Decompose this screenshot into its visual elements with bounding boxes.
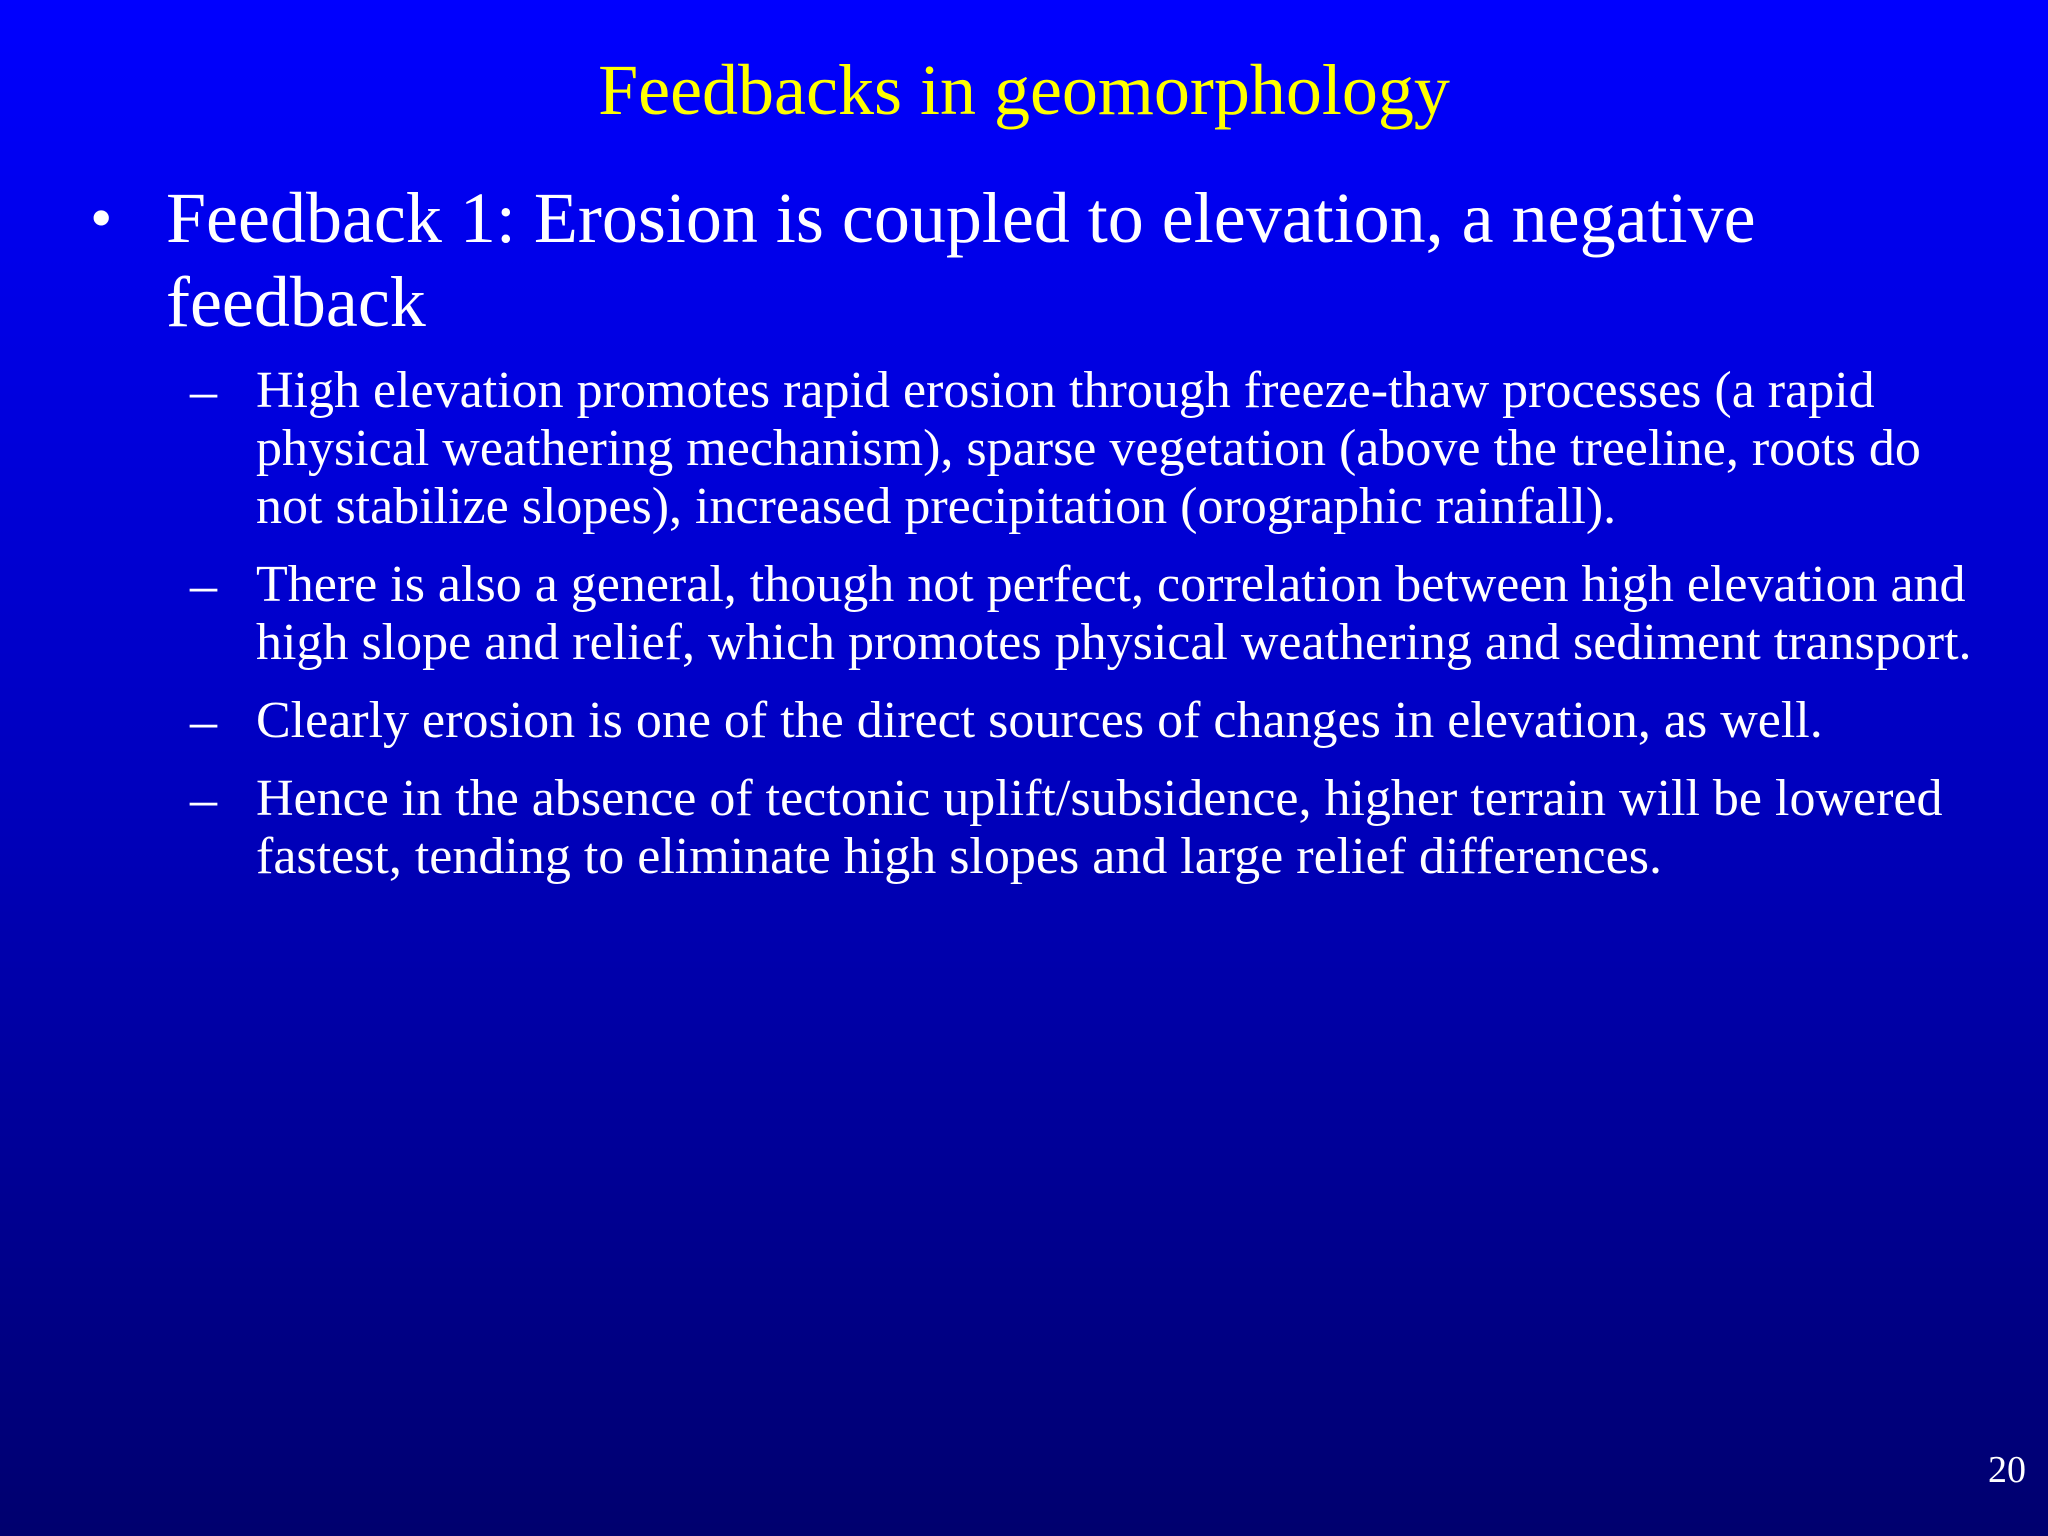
sub-bullet-text: Clearly erosion is one of the direct sources of changes in elevation, as well.	[256, 692, 1823, 749]
sub-bullet-text: High elevation promotes rapid erosion through freeze-thaw processes (a rapid physical weathering mechanism), sparse vegetation (above the treeline, roots do not stabilize slopes), increased precipitation (orographic rainfall).	[256, 362, 1921, 535]
dash-icon: –	[190, 361, 217, 421]
main-bullet-text: Feedback 1: Erosion is coupled to elevation, a negative feedback	[166, 178, 1756, 342]
sub-bullet-text: There is also a general, though not perfect, correlation between high elevation and high slope and relief, which promotes physical weathering and sediment transport.	[256, 556, 1972, 671]
sub-bullet-text: Hence in the absence of tectonic uplift/subsidence, higher terrain will be lowered fastest, tending to eliminate high slopes and large relief differences.	[256, 770, 1943, 885]
dash-icon: –	[190, 555, 217, 615]
sub-bullet-item	[190, 362, 1990, 536]
sub-bullet-item	[190, 770, 1990, 886]
bullet-dot-icon: •	[90, 182, 113, 253]
slide-title: Feedbacks in geomorphology	[598, 50, 1450, 130]
sub-bullet-item	[190, 556, 1990, 672]
dash-icon: –	[190, 769, 217, 829]
sub-bullet-list	[190, 362, 1990, 906]
dash-icon: –	[190, 691, 217, 751]
sub-bullet-item	[190, 692, 1990, 750]
page-number: 20	[1988, 1449, 2026, 1491]
